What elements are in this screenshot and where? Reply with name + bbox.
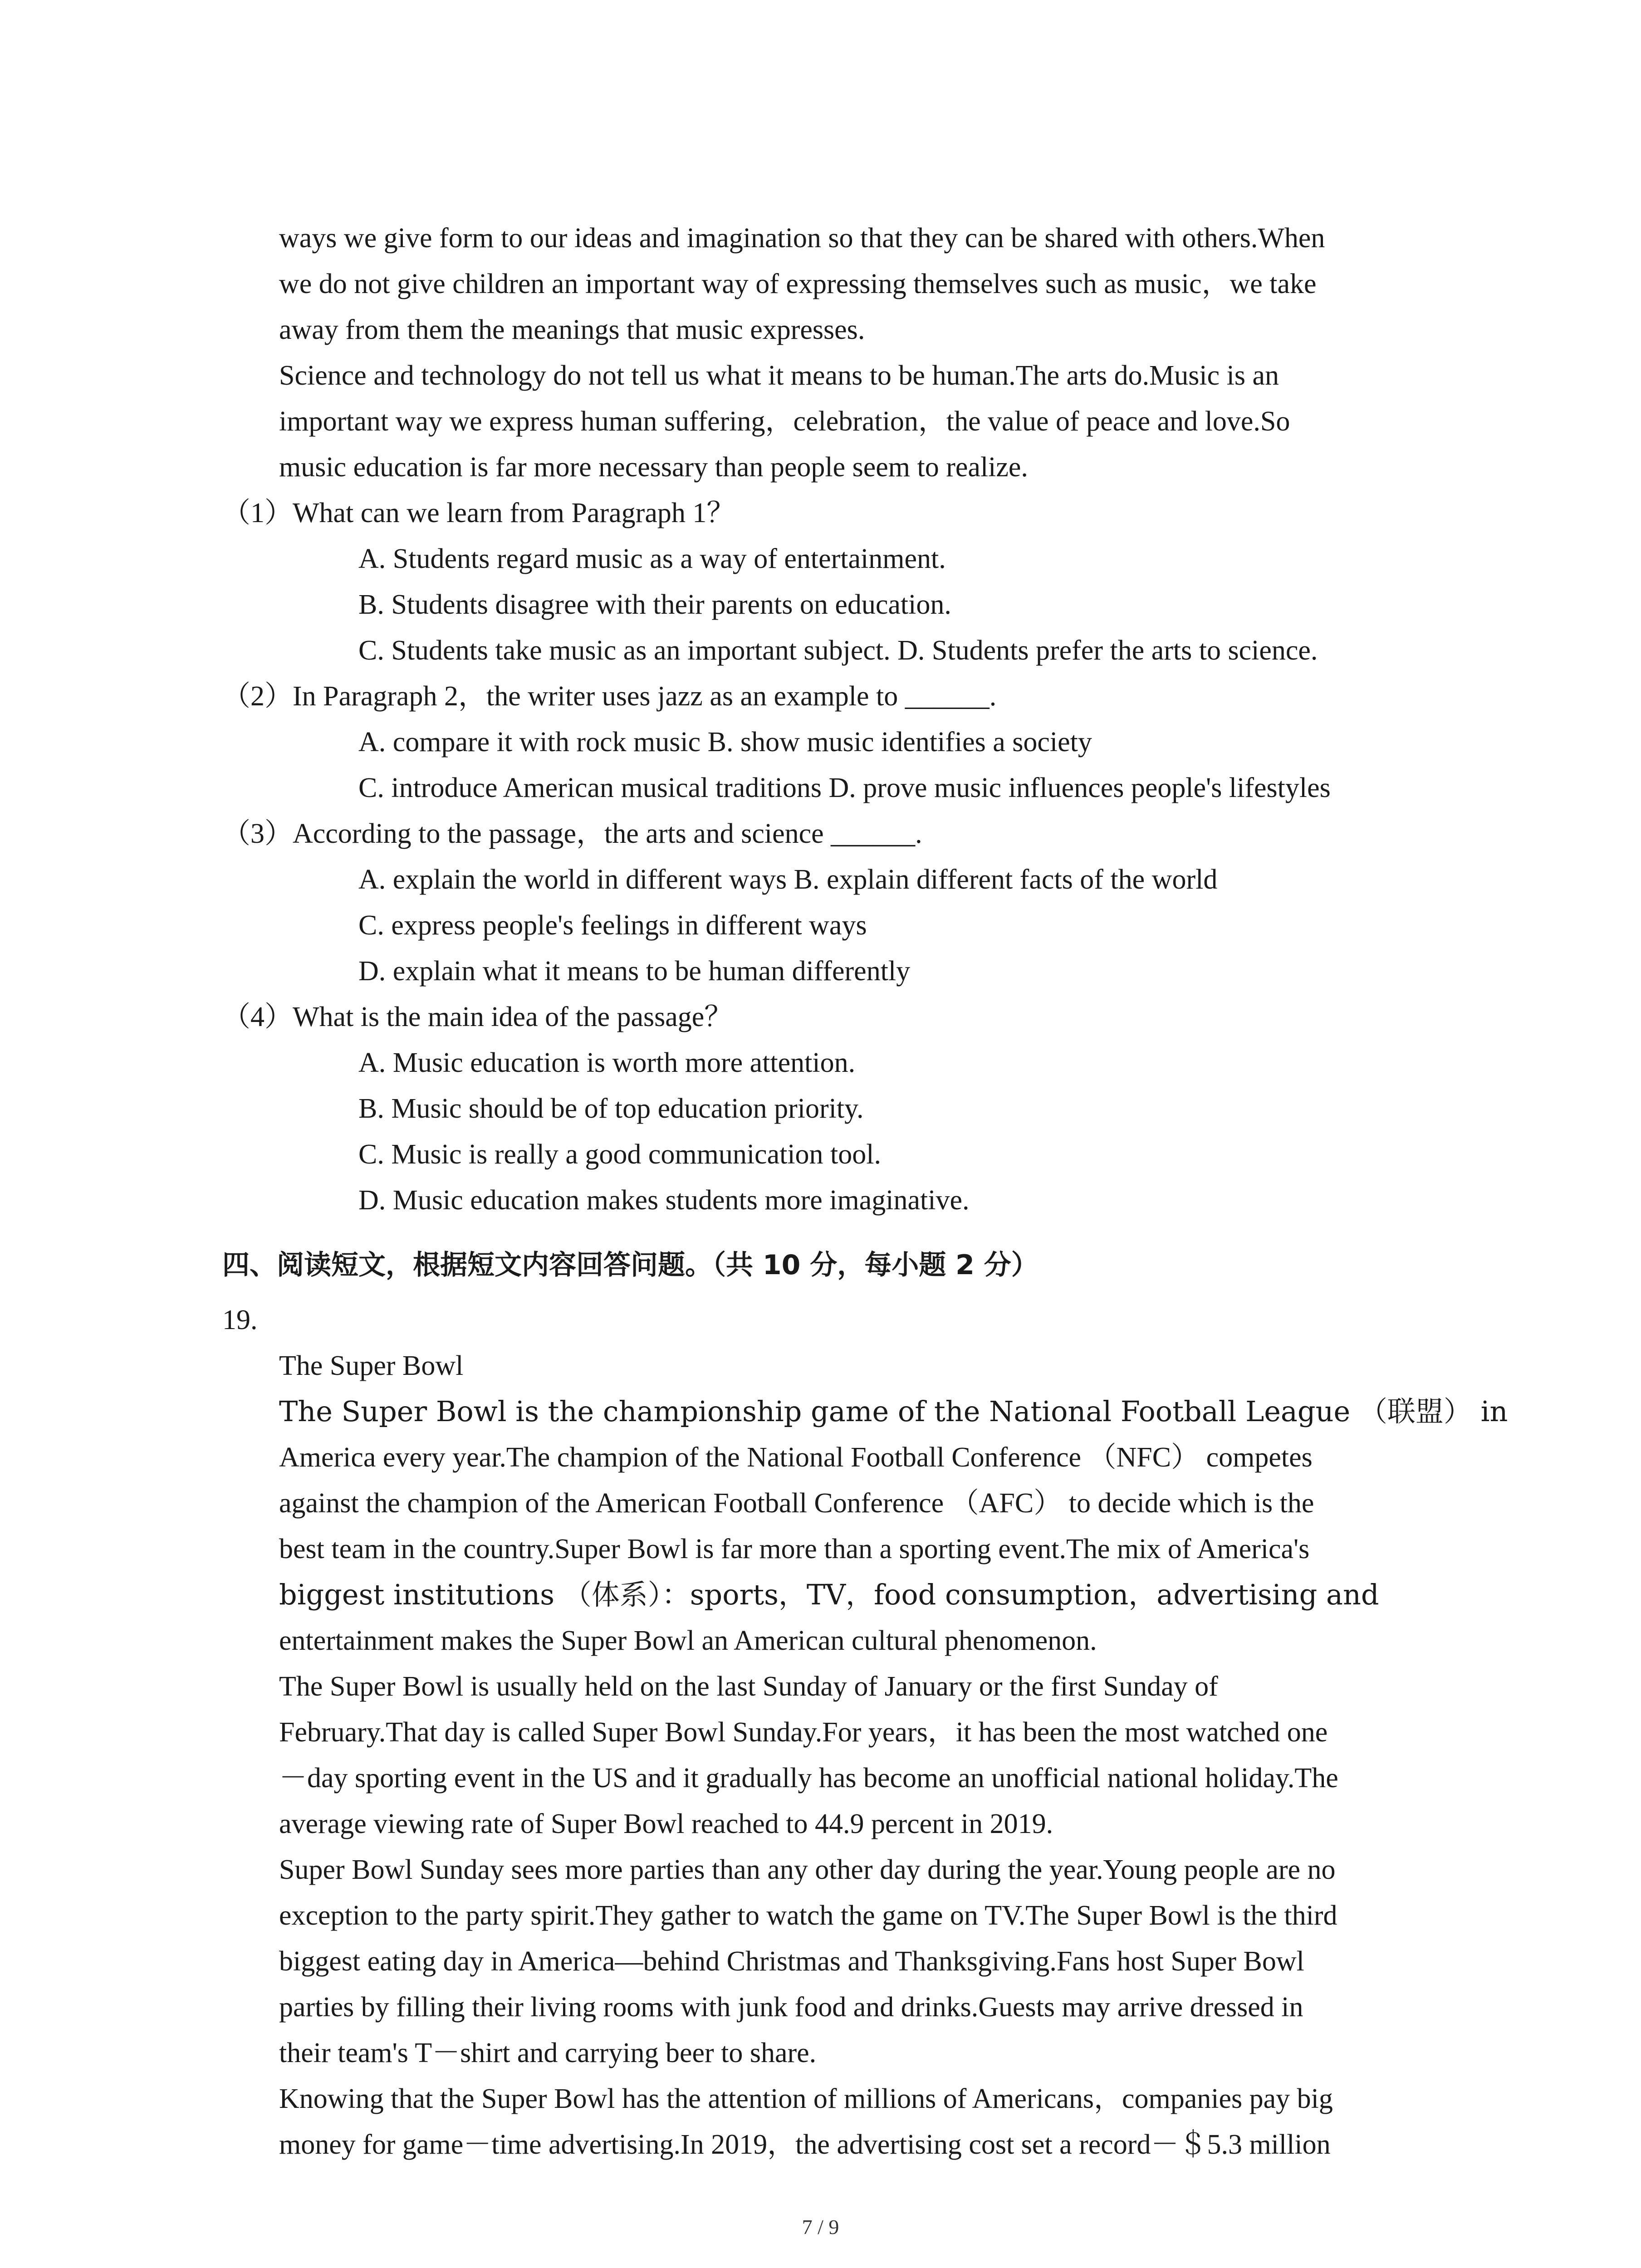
answer-option: C. introduce American musical traditions D. prove music influences people's lifestyles xyxy=(358,772,1331,803)
answer-option: C. express people's feelings in different ways xyxy=(358,910,867,941)
passage-line: their team's T－shirt and carrying beer to share. xyxy=(279,2038,817,2068)
passage-line: important way we express human suffering，celebration，the value of peace and love.So xyxy=(279,406,1290,437)
question-number: 19. xyxy=(222,1305,258,1335)
passage-line: America every year.The champion of the National Football Conference （NFC） competes xyxy=(279,1442,1313,1473)
question-stem: （2）In Paragraph 2，the writer uses jazz as an example to ______. xyxy=(222,681,997,712)
answer-option: D. explain what it means to be human differently xyxy=(358,956,911,987)
passage-line: Super Bowl Sunday sees more parties than any other day during the year.Young people are no xyxy=(279,1854,1336,1885)
passage-line: The Super Bowl is usually held on the last Sunday of January or the first Sunday of xyxy=(279,1671,1218,1702)
passage-line: －day sporting event in the US and it gradually has become an unofficial national holiday.The xyxy=(279,1763,1338,1794)
passage-title: The Super Bowl xyxy=(279,1350,464,1381)
answer-option: A. compare it with rock music B. show music identifies a society xyxy=(358,727,1092,758)
passage-line: exception to the party spirit.They gather to watch the game on TV.The Super Bowl is the third xyxy=(279,1900,1337,1931)
answer-option: A. Students regard music as a way of entertainment. xyxy=(358,543,946,574)
answer-option: D. Music education makes students more imaginative. xyxy=(358,1185,970,1216)
passage-line: music education is far more necessary than people seem to realize. xyxy=(279,452,1028,483)
passage-line: Knowing that the Super Bowl has the attention of millions of Americans，companies pay big xyxy=(279,2083,1333,2114)
passage-line: against the champion of the American Football Conference （AFC） to decide which is the xyxy=(279,1488,1314,1519)
answer-option: C. Music is really a good communication tool. xyxy=(358,1139,881,1170)
answer-option: A. Music education is worth more attention. xyxy=(358,1047,856,1078)
answer-option: C. Students take music as an important subject. D. Students prefer the arts to science. xyxy=(358,635,1318,666)
passage-line: The Super Bowl is the championship game of the National Football League （联盟） in xyxy=(279,1395,1508,1428)
passage-line: entertainment makes the Super Bowl an American cultural phenomenon. xyxy=(279,1625,1097,1656)
passage-line: average viewing rate of Super Bowl reached to 44.9 percent in 2019. xyxy=(279,1809,1053,1839)
passage-line: biggest eating day in America—behind Christmas and Thanksgiving.Fans host Super Bowl xyxy=(279,1946,1304,1977)
passage-line: money for game－time advertising.In 2019，the advertising cost set a record－＄5.3 million xyxy=(279,2129,1331,2160)
passage-line: biggest institutions （体系）：sports，TV，food consumption，advertising and xyxy=(279,1578,1379,1611)
page-number: 7 / 9 xyxy=(802,2215,839,2239)
question-stem: （4）What is the main idea of the passage？ xyxy=(222,1002,733,1032)
passage-line: parties by filling their living rooms with junk food and drinks.Guests may arrive dressed in xyxy=(279,1992,1303,2023)
passage-line: Science and technology do not tell us what it means to be human.The arts do.Music is an xyxy=(279,360,1279,391)
answer-option: A. explain the world in different ways B. explain different facts of the world xyxy=(358,864,1218,895)
passage-line: ways we give form to our ideas and imagination so that they can be shared with others.When xyxy=(279,223,1325,254)
passage-line: best team in the country.Super Bowl is far more than a sporting event.The mix of America's xyxy=(279,1534,1310,1564)
question-stem: （1）What can we learn from Paragraph 1？ xyxy=(222,498,735,528)
answer-option: B. Music should be of top education priority. xyxy=(358,1093,864,1124)
section-heading: 四、阅读短文，根据短文内容回答问题。（共 10 分，每小题 2 分） xyxy=(222,1249,1038,1281)
question-stem: （3）According to the passage，the arts and science ______. xyxy=(222,818,922,849)
answer-option: B. Students disagree with their parents on education. xyxy=(358,589,951,620)
passage-line: away from them the meanings that music expresses. xyxy=(279,314,865,345)
passage-line: February.That day is called Super Bowl Sunday.For years，it has been the most watched one xyxy=(279,1717,1328,1748)
passage-line: we do not give children an important way of expressing themselves such as music，we take xyxy=(279,269,1317,299)
